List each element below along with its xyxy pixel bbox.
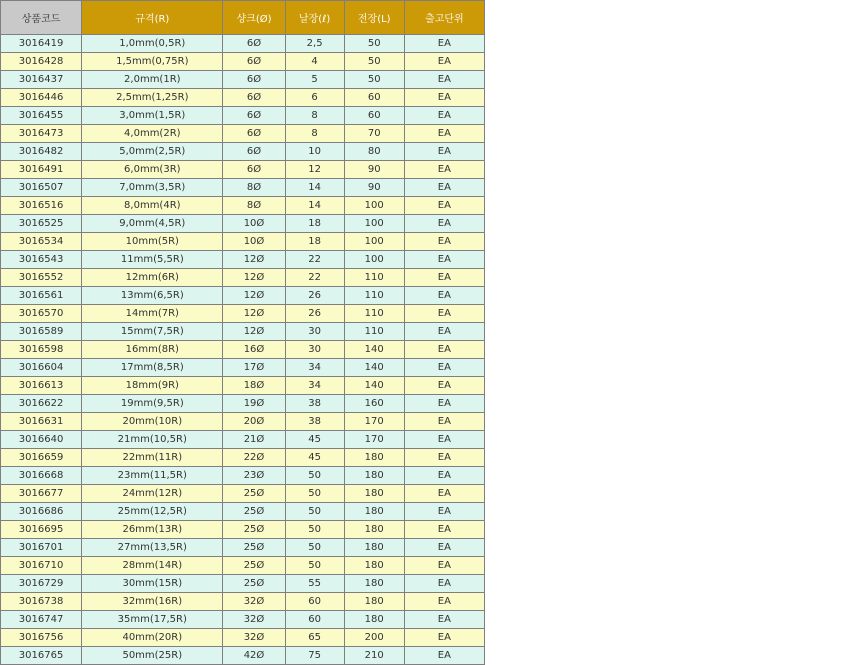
unit-cell: EA	[404, 647, 484, 665]
blade-length-cell: 14	[285, 179, 344, 197]
table-row	[1, 323, 485, 341]
table-row	[1, 431, 485, 449]
product-code-cell: 3016668	[1, 467, 82, 485]
shank-cell: 12Ø	[223, 323, 285, 341]
unit-cell: EA	[404, 143, 484, 161]
spec-cell: 9,0mm(4,5R)	[82, 215, 223, 233]
spec-cell: 12mm(6R)	[82, 269, 223, 287]
total-length-cell: 100	[344, 197, 404, 215]
blade-length-cell: 8	[285, 125, 344, 143]
product-code-cell: 3016622	[1, 395, 82, 413]
shank-cell: 32Ø	[223, 593, 285, 611]
blade-length-cell: 50	[285, 485, 344, 503]
unit-cell: EA	[404, 611, 484, 629]
unit-cell: EA	[404, 323, 484, 341]
shank-cell: 25Ø	[223, 575, 285, 593]
blade-length-cell: 38	[285, 413, 344, 431]
spec-cell: 16mm(8R)	[82, 341, 223, 359]
shank-cell: 20Ø	[223, 413, 285, 431]
product-code-cell: 3016631	[1, 413, 82, 431]
spec-cell: 14mm(7R)	[82, 305, 223, 323]
spec-cell: 6,0mm(3R)	[82, 161, 223, 179]
product-code-cell: 3016419	[1, 35, 82, 53]
unit-cell: EA	[404, 485, 484, 503]
product-code-cell: 3016525	[1, 215, 82, 233]
total-length-cell: 50	[344, 71, 404, 89]
table-row	[1, 269, 485, 287]
table-row	[1, 89, 485, 107]
unit-cell: EA	[404, 161, 484, 179]
unit-cell: EA	[404, 35, 484, 53]
total-length-cell: 170	[344, 413, 404, 431]
header-shank: 샹크(Ø)	[223, 1, 285, 35]
spec-cell: 28mm(14R)	[82, 557, 223, 575]
spec-cell: 35mm(17,5R)	[82, 611, 223, 629]
shank-cell: 12Ø	[223, 251, 285, 269]
blade-length-cell: 50	[285, 467, 344, 485]
spec-cell: 2,0mm(1R)	[82, 71, 223, 89]
product-code-cell: 3016437	[1, 71, 82, 89]
spec-cell: 1,5mm(0,75R)	[82, 53, 223, 71]
product-code-cell: 3016598	[1, 341, 82, 359]
product-code-cell: 3016677	[1, 485, 82, 503]
total-length-cell: 210	[344, 647, 404, 665]
shank-cell: 42Ø	[223, 647, 285, 665]
table-row	[1, 647, 485, 665]
shank-cell: 6Ø	[223, 161, 285, 179]
spec-cell: 25mm(12,5R)	[82, 503, 223, 521]
product-code-cell: 3016747	[1, 611, 82, 629]
spec-cell: 40mm(20R)	[82, 629, 223, 647]
shank-cell: 6Ø	[223, 71, 285, 89]
spec-cell: 15mm(7,5R)	[82, 323, 223, 341]
shank-cell: 12Ø	[223, 287, 285, 305]
product-code-cell: 3016756	[1, 629, 82, 647]
table-row	[1, 197, 485, 215]
table-row	[1, 107, 485, 125]
total-length-cell: 180	[344, 467, 404, 485]
shank-cell: 18Ø	[223, 377, 285, 395]
total-length-cell: 160	[344, 395, 404, 413]
blade-length-cell: 45	[285, 431, 344, 449]
unit-cell: EA	[404, 179, 484, 197]
total-length-cell: 110	[344, 287, 404, 305]
product-code-cell: 3016640	[1, 431, 82, 449]
shank-cell: 17Ø	[223, 359, 285, 377]
spec-cell: 23mm(11,5R)	[82, 467, 223, 485]
table-row	[1, 143, 485, 161]
product-code-cell: 3016552	[1, 269, 82, 287]
product-code-cell: 3016543	[1, 251, 82, 269]
table-row	[1, 539, 485, 557]
shank-cell: 32Ø	[223, 629, 285, 647]
blade-length-cell: 50	[285, 539, 344, 557]
shank-cell: 6Ø	[223, 143, 285, 161]
shank-cell: 22Ø	[223, 449, 285, 467]
unit-cell: EA	[404, 395, 484, 413]
total-length-cell: 90	[344, 161, 404, 179]
table-row	[1, 629, 485, 647]
shank-cell: 21Ø	[223, 431, 285, 449]
product-code-cell: 3016428	[1, 53, 82, 71]
total-length-cell: 60	[344, 107, 404, 125]
product-code-cell: 3016482	[1, 143, 82, 161]
blade-length-cell: 22	[285, 269, 344, 287]
product-code-cell: 3016701	[1, 539, 82, 557]
table-row	[1, 179, 485, 197]
product-code-cell: 3016446	[1, 89, 82, 107]
table-header-row	[1, 1, 485, 35]
table-row	[1, 593, 485, 611]
total-length-cell: 80	[344, 143, 404, 161]
product-code-cell: 3016765	[1, 647, 82, 665]
unit-cell: EA	[404, 539, 484, 557]
table-row	[1, 125, 485, 143]
product-code-cell: 3016507	[1, 179, 82, 197]
product-code-cell: 3016491	[1, 161, 82, 179]
total-length-cell: 140	[344, 377, 404, 395]
blade-length-cell: 34	[285, 359, 344, 377]
total-length-cell: 180	[344, 611, 404, 629]
spec-cell: 2,5mm(1,25R)	[82, 89, 223, 107]
shank-cell: 6Ø	[223, 125, 285, 143]
table-row	[1, 395, 485, 413]
table-row	[1, 35, 485, 53]
header-unit: 출고단위	[404, 1, 484, 35]
total-length-cell: 180	[344, 593, 404, 611]
product-code-cell: 3016686	[1, 503, 82, 521]
unit-cell: EA	[404, 269, 484, 287]
shank-cell: 10Ø	[223, 233, 285, 251]
product-code-cell: 3016570	[1, 305, 82, 323]
unit-cell: EA	[404, 89, 484, 107]
total-length-cell: 110	[344, 269, 404, 287]
blade-length-cell: 50	[285, 521, 344, 539]
table-row	[1, 287, 485, 305]
table-row	[1, 341, 485, 359]
unit-cell: EA	[404, 125, 484, 143]
unit-cell: EA	[404, 557, 484, 575]
spec-cell: 10mm(5R)	[82, 233, 223, 251]
blade-length-cell: 45	[285, 449, 344, 467]
unit-cell: EA	[404, 593, 484, 611]
unit-cell: EA	[404, 305, 484, 323]
spec-cell: 21mm(10,5R)	[82, 431, 223, 449]
unit-cell: EA	[404, 287, 484, 305]
total-length-cell: 180	[344, 503, 404, 521]
spec-cell: 11mm(5,5R)	[82, 251, 223, 269]
table-row	[1, 377, 485, 395]
table-row	[1, 233, 485, 251]
table-row	[1, 251, 485, 269]
blade-length-cell: 18	[285, 233, 344, 251]
product-code-cell: 3016516	[1, 197, 82, 215]
shank-cell: 25Ø	[223, 539, 285, 557]
blade-length-cell: 26	[285, 305, 344, 323]
blade-length-cell: 55	[285, 575, 344, 593]
table-row	[1, 575, 485, 593]
shank-cell: 6Ø	[223, 107, 285, 125]
blade-length-cell: 14	[285, 197, 344, 215]
spec-cell: 1,0mm(0,5R)	[82, 35, 223, 53]
shank-cell: 23Ø	[223, 467, 285, 485]
unit-cell: EA	[404, 215, 484, 233]
spec-cell: 18mm(9R)	[82, 377, 223, 395]
unit-cell: EA	[404, 341, 484, 359]
unit-cell: EA	[404, 629, 484, 647]
blade-length-cell: 30	[285, 323, 344, 341]
spec-cell: 4,0mm(2R)	[82, 125, 223, 143]
table-row	[1, 521, 485, 539]
product-code-cell: 3016695	[1, 521, 82, 539]
unit-cell: EA	[404, 467, 484, 485]
shank-cell: 32Ø	[223, 611, 285, 629]
spec-cell: 5,0mm(2,5R)	[82, 143, 223, 161]
product-code-cell: 3016613	[1, 377, 82, 395]
product-code-cell: 3016729	[1, 575, 82, 593]
total-length-cell: 200	[344, 629, 404, 647]
spec-cell: 30mm(15R)	[82, 575, 223, 593]
unit-cell: EA	[404, 53, 484, 71]
shank-cell: 25Ø	[223, 485, 285, 503]
unit-cell: EA	[404, 503, 484, 521]
shank-cell: 8Ø	[223, 197, 285, 215]
spec-cell: 19mm(9,5R)	[82, 395, 223, 413]
spec-cell: 3,0mm(1,5R)	[82, 107, 223, 125]
unit-cell: EA	[404, 233, 484, 251]
product-code-cell: 3016473	[1, 125, 82, 143]
header-total-length: 전장(L)	[344, 1, 404, 35]
total-length-cell: 140	[344, 359, 404, 377]
total-length-cell: 70	[344, 125, 404, 143]
blade-length-cell: 65	[285, 629, 344, 647]
blade-length-cell: 22	[285, 251, 344, 269]
blade-length-cell: 4	[285, 53, 344, 71]
table-body	[1, 35, 485, 665]
total-length-cell: 100	[344, 251, 404, 269]
product-code-cell: 3016534	[1, 233, 82, 251]
total-length-cell: 170	[344, 431, 404, 449]
shank-cell: 6Ø	[223, 35, 285, 53]
shank-cell: 6Ø	[223, 89, 285, 107]
unit-cell: EA	[404, 449, 484, 467]
table-row	[1, 467, 485, 485]
blade-length-cell: 60	[285, 593, 344, 611]
total-length-cell: 110	[344, 305, 404, 323]
table-row	[1, 485, 485, 503]
table-row	[1, 161, 485, 179]
blade-length-cell: 50	[285, 557, 344, 575]
table-row	[1, 449, 485, 467]
product-code-cell: 3016589	[1, 323, 82, 341]
blade-length-cell: 6	[285, 89, 344, 107]
total-length-cell: 180	[344, 485, 404, 503]
unit-cell: EA	[404, 413, 484, 431]
total-length-cell: 110	[344, 323, 404, 341]
blade-length-cell: 10	[285, 143, 344, 161]
table-row	[1, 215, 485, 233]
shank-cell: 12Ø	[223, 269, 285, 287]
total-length-cell: 140	[344, 341, 404, 359]
shank-cell: 19Ø	[223, 395, 285, 413]
total-length-cell: 50	[344, 35, 404, 53]
spec-cell: 20mm(10R)	[82, 413, 223, 431]
spec-cell: 13mm(6,5R)	[82, 287, 223, 305]
shank-cell: 25Ø	[223, 521, 285, 539]
spec-cell: 24mm(12R)	[82, 485, 223, 503]
shank-cell: 8Ø	[223, 179, 285, 197]
spec-cell: 32mm(16R)	[82, 593, 223, 611]
table-row	[1, 611, 485, 629]
header-spec: 규격(R)	[82, 1, 223, 35]
table-row	[1, 413, 485, 431]
spec-cell: 27mm(13,5R)	[82, 539, 223, 557]
unit-cell: EA	[404, 251, 484, 269]
blade-length-cell: 5	[285, 71, 344, 89]
blade-length-cell: 12	[285, 161, 344, 179]
total-length-cell: 50	[344, 53, 404, 71]
spec-cell: 7,0mm(3,5R)	[82, 179, 223, 197]
table-row	[1, 71, 485, 89]
product-code-cell: 3016710	[1, 557, 82, 575]
table-row	[1, 359, 485, 377]
spec-cell: 22mm(11R)	[82, 449, 223, 467]
blade-length-cell: 30	[285, 341, 344, 359]
total-length-cell: 90	[344, 179, 404, 197]
total-length-cell: 180	[344, 575, 404, 593]
blade-length-cell: 50	[285, 503, 344, 521]
shank-cell: 6Ø	[223, 53, 285, 71]
total-length-cell: 180	[344, 521, 404, 539]
total-length-cell: 180	[344, 557, 404, 575]
shank-cell: 25Ø	[223, 503, 285, 521]
unit-cell: EA	[404, 521, 484, 539]
unit-cell: EA	[404, 377, 484, 395]
blade-length-cell: 34	[285, 377, 344, 395]
unit-cell: EA	[404, 71, 484, 89]
shank-cell: 10Ø	[223, 215, 285, 233]
spec-cell: 26mm(13R)	[82, 521, 223, 539]
table-row	[1, 557, 485, 575]
blade-length-cell: 38	[285, 395, 344, 413]
table-row	[1, 503, 485, 521]
unit-cell: EA	[404, 431, 484, 449]
blade-length-cell: 18	[285, 215, 344, 233]
blade-length-cell: 75	[285, 647, 344, 665]
unit-cell: EA	[404, 575, 484, 593]
header-blade-length: 날장(ℓ)	[285, 1, 344, 35]
product-code-cell: 3016738	[1, 593, 82, 611]
product-code-cell: 3016455	[1, 107, 82, 125]
product-code-cell: 3016561	[1, 287, 82, 305]
total-length-cell: 100	[344, 215, 404, 233]
total-length-cell: 60	[344, 89, 404, 107]
spec-cell: 8,0mm(4R)	[82, 197, 223, 215]
unit-cell: EA	[404, 107, 484, 125]
unit-cell: EA	[404, 359, 484, 377]
blade-length-cell: 60	[285, 611, 344, 629]
spec-cell: 17mm(8,5R)	[82, 359, 223, 377]
header-product-code: 상품코드	[1, 1, 82, 35]
total-length-cell: 180	[344, 539, 404, 557]
product-code-cell: 3016659	[1, 449, 82, 467]
blade-length-cell: 8	[285, 107, 344, 125]
spec-cell: 50mm(25R)	[82, 647, 223, 665]
product-code-cell: 3016604	[1, 359, 82, 377]
shank-cell: 16Ø	[223, 341, 285, 359]
blade-length-cell: 26	[285, 287, 344, 305]
shank-cell: 12Ø	[223, 305, 285, 323]
unit-cell: EA	[404, 197, 484, 215]
table-row	[1, 53, 485, 71]
shank-cell: 25Ø	[223, 557, 285, 575]
total-length-cell: 180	[344, 449, 404, 467]
total-length-cell: 100	[344, 233, 404, 251]
blade-length-cell: 2,5	[285, 35, 344, 53]
table-row	[1, 305, 485, 323]
